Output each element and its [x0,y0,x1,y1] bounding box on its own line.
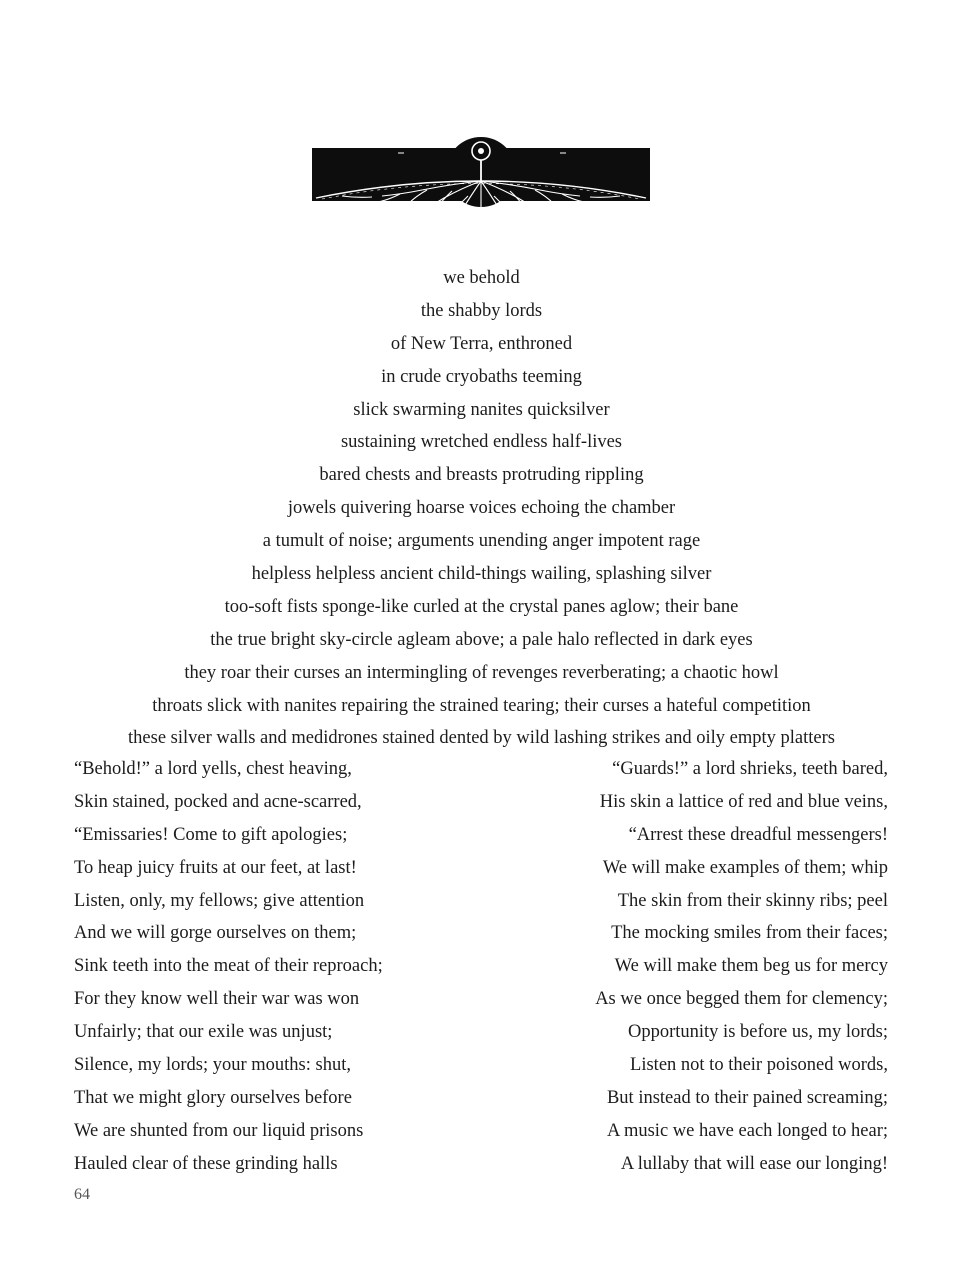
verse-line: Listen, only, my fellows; give attention [74,890,365,911]
verse-line: sustaining wretched endless half-lives [340,432,623,453]
verse-line: Unfairly; that our exile was unjust; [74,1022,333,1043]
verse-line: His skin a lattice of red and blue veins, [599,791,888,812]
verse-line: they roar their curses an intermingling of revenges reverberating; a chaotic howl [184,662,779,683]
verse-line: slick swarming nanites quicksilver [353,399,610,420]
verse-line: we behold [443,268,520,288]
verse-line: Hauled clear of these grinding halls [74,1153,338,1174]
verse-line: too-soft fists sponge-like curled at the crystal panes aglow; their bane [224,596,739,617]
verse-line: of New Terra, enthroned [390,333,573,354]
verse-line: Silence, my lords; your mouths: shut, [74,1055,351,1076]
centered-verse [0,262,963,755]
verse-line: A music we have each longed to hear; [607,1120,888,1141]
verse-line: jowels quivering hoarse voices echoing the chamber [287,498,676,519]
verse-line: For they know well their war was won [74,989,360,1010]
verse-line: “Arrest these dreadful messengers! [628,824,888,845]
verse-line: The skin from their skinny ribs; peel [617,890,888,911]
verse-line: A lullaby that will ease our longing! [620,1153,888,1174]
verse-line: bared chests and breasts protruding rippling [319,465,644,486]
verse-line: We are shunted from our liquid prisons [74,1120,364,1141]
verse-line: Sink teeth into the meat of their reproach; [74,956,383,977]
verse-line: As we once begged them for clemency; [595,989,888,1010]
verse-line: a tumult of noise; arguments unending anger impotent rage [262,531,701,552]
verse-line: And we will gorge ourselves on them; [74,923,357,944]
rooted-tree-sun-icon [312,136,650,214]
verse-line: That we might glory ourselves before [74,1087,352,1108]
verse-line: these silver walls and medidrones stained dented by wild lashing strikes and oily empty platters [128,728,835,749]
verse-line: “Emissaries! Come to gift apologies; [74,824,348,845]
verse-line: We will make examples of them; whip [602,857,888,878]
verse-line: throats slick with nanites repairing the strained tearing; their curses a hateful competition [152,695,811,716]
verse-line: in crude cryobaths teeming [381,366,582,387]
verse-line: the shabby lords [420,300,543,321]
verse-line: But instead to their pained screaming; [606,1087,888,1108]
left-verse-column [74,753,494,1181]
verse-line: Listen not to their poisoned words, [630,1055,888,1076]
verse-line: the true bright sky-circle agleam above; a pale halo reflected in dark eyes [210,629,753,650]
verse-line: Skin stained, pocked and acne-scarred, [74,791,362,812]
verse-line: To heap juicy fruits at our feet, at last! [74,857,357,878]
verse-line: “Guards!” a lord shrieks, teeth bared, [612,759,888,779]
page-number: 64 [74,1186,90,1203]
verse-line: The mocking smiles from their faces; [611,923,888,944]
verse-line: Opportunity is before us, my lords; [627,1022,888,1043]
verse-line: helpless helpless ancient child-things wailing, splashing silver [251,564,712,585]
verse-line: We will make them beg us for mercy [614,956,888,977]
verse-line: “Behold!” a lord yells, chest heaving, [74,759,352,779]
right-verse-column [468,753,888,1181]
